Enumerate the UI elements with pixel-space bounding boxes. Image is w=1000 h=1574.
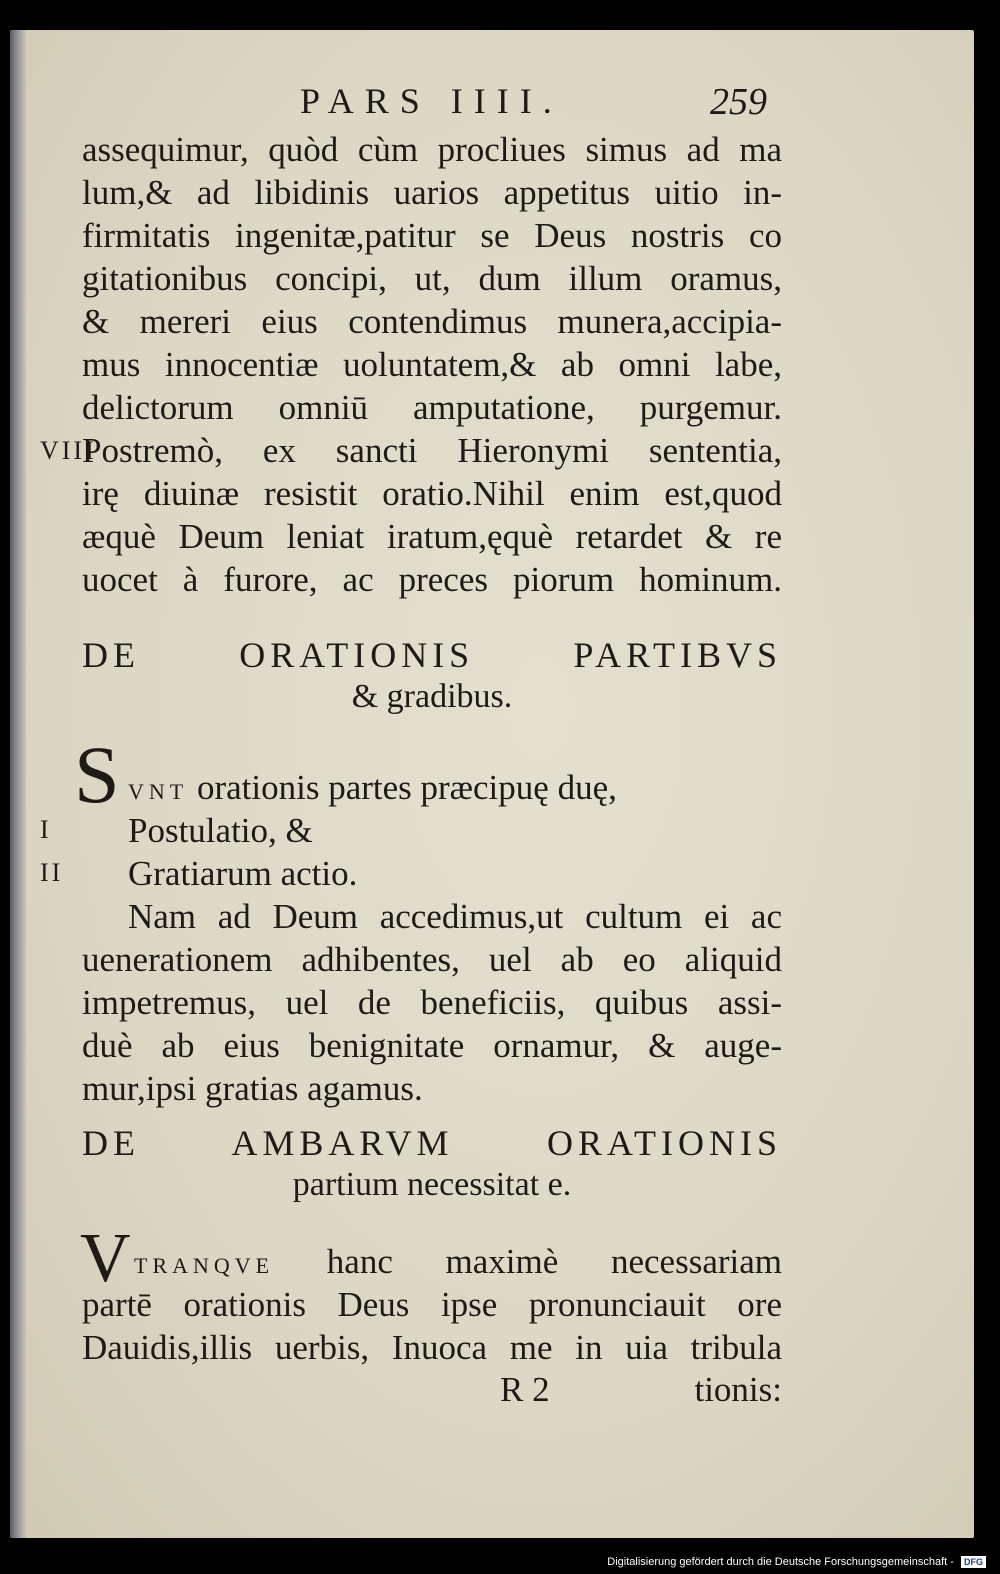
page-header bbox=[10, 80, 974, 130]
text-line: irę diuinæ resistit oratio.Nihil enim est,quod bbox=[82, 474, 782, 513]
page-number: 259 bbox=[710, 81, 767, 123]
section-subheading: partium necessitat e. bbox=[292, 1166, 572, 1203]
credit-text: Digitalisierung gefördert durch die Deutsche Forschungsgemeinschaft - bbox=[607, 1555, 954, 1568]
smallcaps-word: VNT bbox=[128, 779, 189, 804]
text-line: æquè Deum leniat iratum,ęquè retardet & re bbox=[82, 517, 782, 556]
catchword: tionis: bbox=[694, 1370, 782, 1409]
marginal-number: VIII bbox=[40, 436, 97, 465]
text-line: lum,& ad libidinis uarios appetitus uitio in- bbox=[82, 173, 782, 212]
text-line: duè ab eius benignitate ornamur, & auge- bbox=[82, 1026, 782, 1065]
signature-mark: R 2 bbox=[500, 1370, 550, 1409]
drop-capital: V bbox=[80, 1220, 131, 1297]
list-item: Postulatio, & bbox=[128, 811, 313, 850]
text-line: impetremus, uel de beneficiis, quibus assi- bbox=[82, 983, 782, 1022]
list-item: Gratiarum actio. bbox=[128, 854, 358, 893]
section-heading: DE AMBARVM ORATIONIS bbox=[82, 1123, 782, 1163]
text-line: gitationibus concipi, ut, dum illum oramus, bbox=[82, 259, 782, 298]
section-heading: DE ORATIONIS PARTIBVS bbox=[82, 635, 782, 675]
page-gutter-shadow bbox=[10, 30, 26, 1538]
text-line: firmitatis ingenitæ,patitur se Deus nostris co bbox=[82, 216, 782, 255]
text-line: & mereri eius contendimus munera,accipia- bbox=[82, 302, 782, 341]
digitization-credit bbox=[607, 1556, 986, 1568]
text-line: mus innocentiæ uoluntatem,& ab omni labe, bbox=[82, 345, 782, 384]
dfg-logo-icon: DFG bbox=[961, 1556, 986, 1568]
first-line-text: orationis partes præcipuę duę, bbox=[196, 768, 617, 807]
first-line bbox=[128, 766, 708, 813]
text-line: Nam ad Deum accedimus,ut cultum ei ac bbox=[128, 897, 782, 936]
text-line: partē orationis Deus ipse pronunciauit ore bbox=[82, 1285, 782, 1324]
first-line-text: hanc maximè necessariam bbox=[326, 1242, 782, 1281]
text-line: mur,ipsi gratias agamus. bbox=[82, 1069, 423, 1108]
marginal-number: II bbox=[40, 858, 64, 887]
running-title: PARS IIII. bbox=[300, 81, 563, 121]
book-page bbox=[10, 30, 974, 1538]
text-line: Postremò, ex sancti Hieronymi sententia, bbox=[82, 431, 782, 470]
text-line: uocet à furore, ac preces piorum hominum. bbox=[82, 560, 782, 599]
smallcaps-word: TRANQVE bbox=[134, 1253, 275, 1278]
text-line: uenerationem adhibentes, uel ab eo aliquid bbox=[82, 940, 782, 979]
drop-capital: S bbox=[74, 729, 120, 820]
section-subheading: & gradibus. bbox=[351, 678, 513, 715]
first-line bbox=[134, 1240, 782, 1287]
text-line: Dauidis,illis uerbis, Inuoca me in uia tribula bbox=[82, 1328, 782, 1367]
marginal-number: I bbox=[40, 815, 52, 844]
text-line: delictorum omniū amputatione, purgemur. bbox=[82, 388, 782, 427]
text-line: assequimur, quòd cùm procliues simus ad ma bbox=[82, 130, 782, 169]
page-foot bbox=[82, 1370, 782, 1414]
